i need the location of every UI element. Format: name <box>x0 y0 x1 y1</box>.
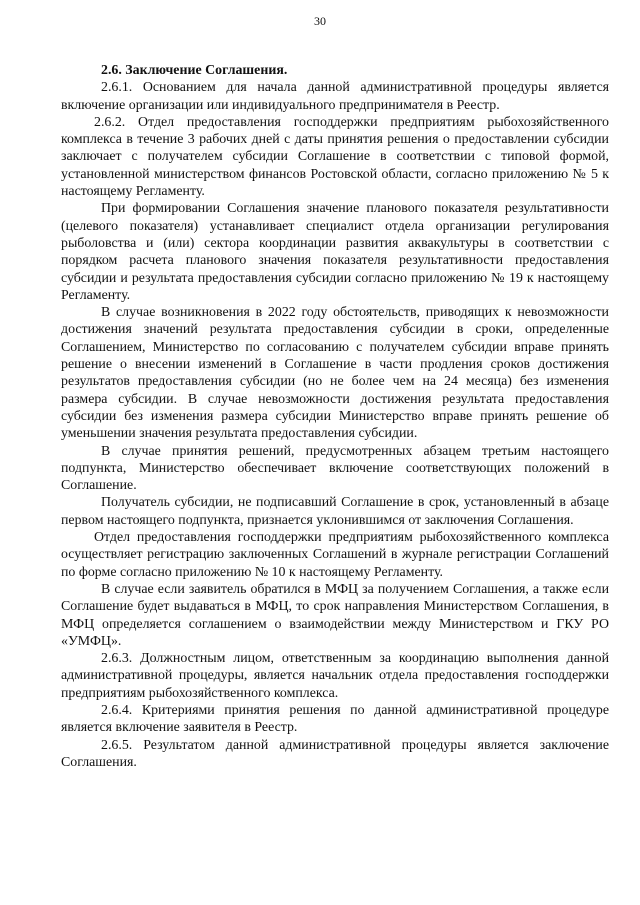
paragraph-mfc: В случае если заявитель обратился в МФЦ за получением Соглашения, а также если Соглашение будет выдаваться в МФЦ, то срок направления Министерством Соглашения, в МФЦ определяется соглашением о взаимодействии между Министерством и ГКУ РО «УМФЦ». <box>61 581 609 649</box>
paragraph-2-6-2: 2.6.2. Отдел предоставления господдержки предприятиям рыбохозяйственного комплекса в течение 3 рабочих дней с даты принятия решения о предоставлении субсидии заключает с получателем субсидии Соглашение в соответствии с типовой формой, установленной министерством финансов Ростовской области, согласно приложению № 5 к настоящему Регламенту. <box>61 114 609 200</box>
paragraph-2-6-1: 2.6.1. Основанием для начала данной административной процедуры является включение организации или индивидуального предпринимателя в Реестр. <box>61 80 609 113</box>
paragraph-2-6-5: 2.6.5. Результатом данной административной процедуры является заключение Соглашения. <box>61 737 609 770</box>
page-number: 30 <box>314 14 326 28</box>
paragraph-registration: Отдел предоставления господдержки предприятиям рыбохозяйственного комплекса осуществляет регистрацию заключенных Соглашений в журнале регистрации Соглашений по форме согласно приложению № 10 к настоящему Регламенту. <box>61 530 609 580</box>
paragraph-2-6-4: 2.6.4. Критериями принятия решения по данной административной процедуре является включение заявителя в Реестр. <box>61 702 609 736</box>
paragraph-circumstances-2022: В случае возникновения в 2022 году обстоятельств, приводящих к невозможности достижения значений результата предоставления субсидии в сроки, определенные Соглашением, Министерство по согласованию с получателем субсидии вправе принять решение о внесении изменений в Соглашение в части продления сроков достижения результатов предоставления субсидии (но не более чем на 24 месяца) без изменения размера субсидии. В случае невозможности достижения результата предоставления субсидии без изменения размера субсидии Министерство вправе принять решение об уменьшении значения результата предоставления субсидии. <box>61 305 609 442</box>
paragraph-evasion: Получатель субсидии, не подписавший Соглашение в срок, установленный в абзаце первом настоящего подпункта, признается уклонившимся от заключения Соглашения. <box>61 495 609 528</box>
section-2-6 <box>61 62 609 771</box>
paragraph-decisions-inclusion: В случае принятия решений, предусмотренных абзацем третьим настоящего подпункта, Министерство обеспечивает включение соответствующих положений в Соглашение. <box>61 443 609 494</box>
section-heading: 2.6. Заключение Соглашения. <box>101 63 288 78</box>
paragraph-2-6-3: 2.6.3. Должностным лицом, ответственным за координацию выполнения данной административной процедуры, является начальник отдела предоставления господдержки предприятиям рыбохозяйственного комплекса. <box>61 651 609 701</box>
paragraph-planned-indicator: При формировании Соглашения значение планового показателя результативности (целевого показателя) устанавливает специалист отдела организации регулирования рыболовства и (или) сектора координации развития аквакультуры в соответствии с порядком расчета планового значения показателя результативности предоставления субсидии и результата предоставления субсидии согласно приложению № 19 к настоящему Регламенту. <box>61 201 609 303</box>
